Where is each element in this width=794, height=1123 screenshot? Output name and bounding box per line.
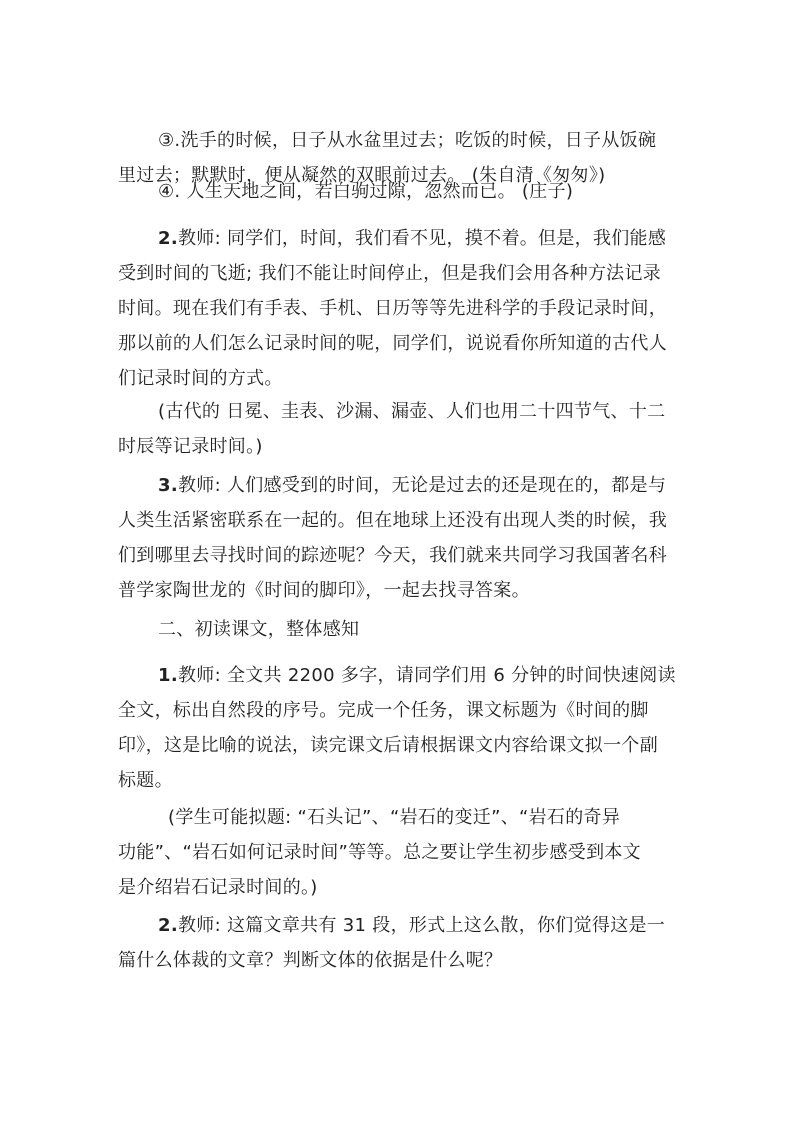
text-line: ③.洗手的时候，日子从水盆里过去；吃饭的时候，日子从饭碗 [158,130,657,151]
text-line [118,658,678,693]
text-line: 功能”、“岩石如何记录时间”等等。总之要让学生初步感受到本文 [118,842,641,863]
text-fragment: 教师: 这篇文章共有 31 段，形式上这么散，你们觉得这是一 [177,915,666,936]
teacher-paragraph-2b [118,908,678,978]
text-line: 时辰等记录时间。) [118,436,263,457]
text-line: ④. 人生天地之间，若白驹过隙，忽然而已。 (庄子) [158,181,574,202]
text-fragment: 教师: 人们感受到的时间，无论是过去的还是现在的，都是与 [177,475,667,496]
student-subtitle-note [118,800,678,905]
text-line: 们到哪里去寻找时间的踪迹呢？今天，我们就来共同学习我国著名科 [118,545,667,566]
paragraph-number: 3. [158,475,178,496]
text-line: 标题。 [118,770,173,791]
text-line: 篇什么体裁的文章？判断文体的依据是什么呢？ [118,950,503,971]
text-fragment: 教师: 同学们，时间，我们看不见，摸不着。但是，我们能感 [177,228,667,249]
text-line: 普学家陶世龙的《时间的脚印》，一起去找寻答案。 [118,580,530,601]
teacher-paragraph-1b [118,658,678,798]
text-line: 二、初读课文，整体感知 [158,619,360,640]
text-line [118,468,678,503]
text-line [118,908,678,943]
text-line: 时间。现在我们有手表、手机、日历等等先进科学的手段记录时间， [118,298,667,319]
text-line: 全文，标出自然段的序号。完成一个任务，课文标题为《时间的脚 [118,700,649,721]
text-line: 受到时间的飞逝; 我们不能让时间停止，但是我们会用各种方法记录 [118,263,662,284]
section-heading [118,612,678,647]
text-line: 那以前的人们怎么记录时间的呢，同学们，说说看你所知道的古代人 [118,333,667,354]
text-fragment: 教师: 全文共 2200 多字，请同学们用 6 分钟的时间快速阅读 [177,665,676,686]
text-line: 印》，这是比喻的说法，读完课文后请根据课文内容给课文拟一个副 [118,735,658,756]
ancient-timekeeping-note [118,394,678,464]
text-line: 是介绍岩石记录时间的。) [118,877,318,898]
teacher-paragraph-3 [118,468,678,608]
text-line: (学生可能拟题: “石头记”、“岩石的变迁”、“岩石的奇异 [168,807,621,828]
text-line: 人类生活紧密联系在一起的。但在地球上还没有出现人类的时候，我 [118,510,667,531]
paragraph-number: 1. [158,665,178,686]
text-line: (古代的 日冕、圭表、沙漏、漏壶、人们也用二十四节气、十二 [158,401,666,422]
text-line: 们记录时间的方式。 [118,368,283,389]
teacher-paragraph-2 [118,221,678,396]
paragraph-number: 2. [158,915,178,936]
quote-paragraph-4 [118,174,678,209]
paragraph-number: 2. [158,228,178,249]
text-line [118,221,678,256]
text-line: 里过去；默默时，便从凝然的双眼前过去。 (朱自清《匆匆》) [118,165,606,186]
